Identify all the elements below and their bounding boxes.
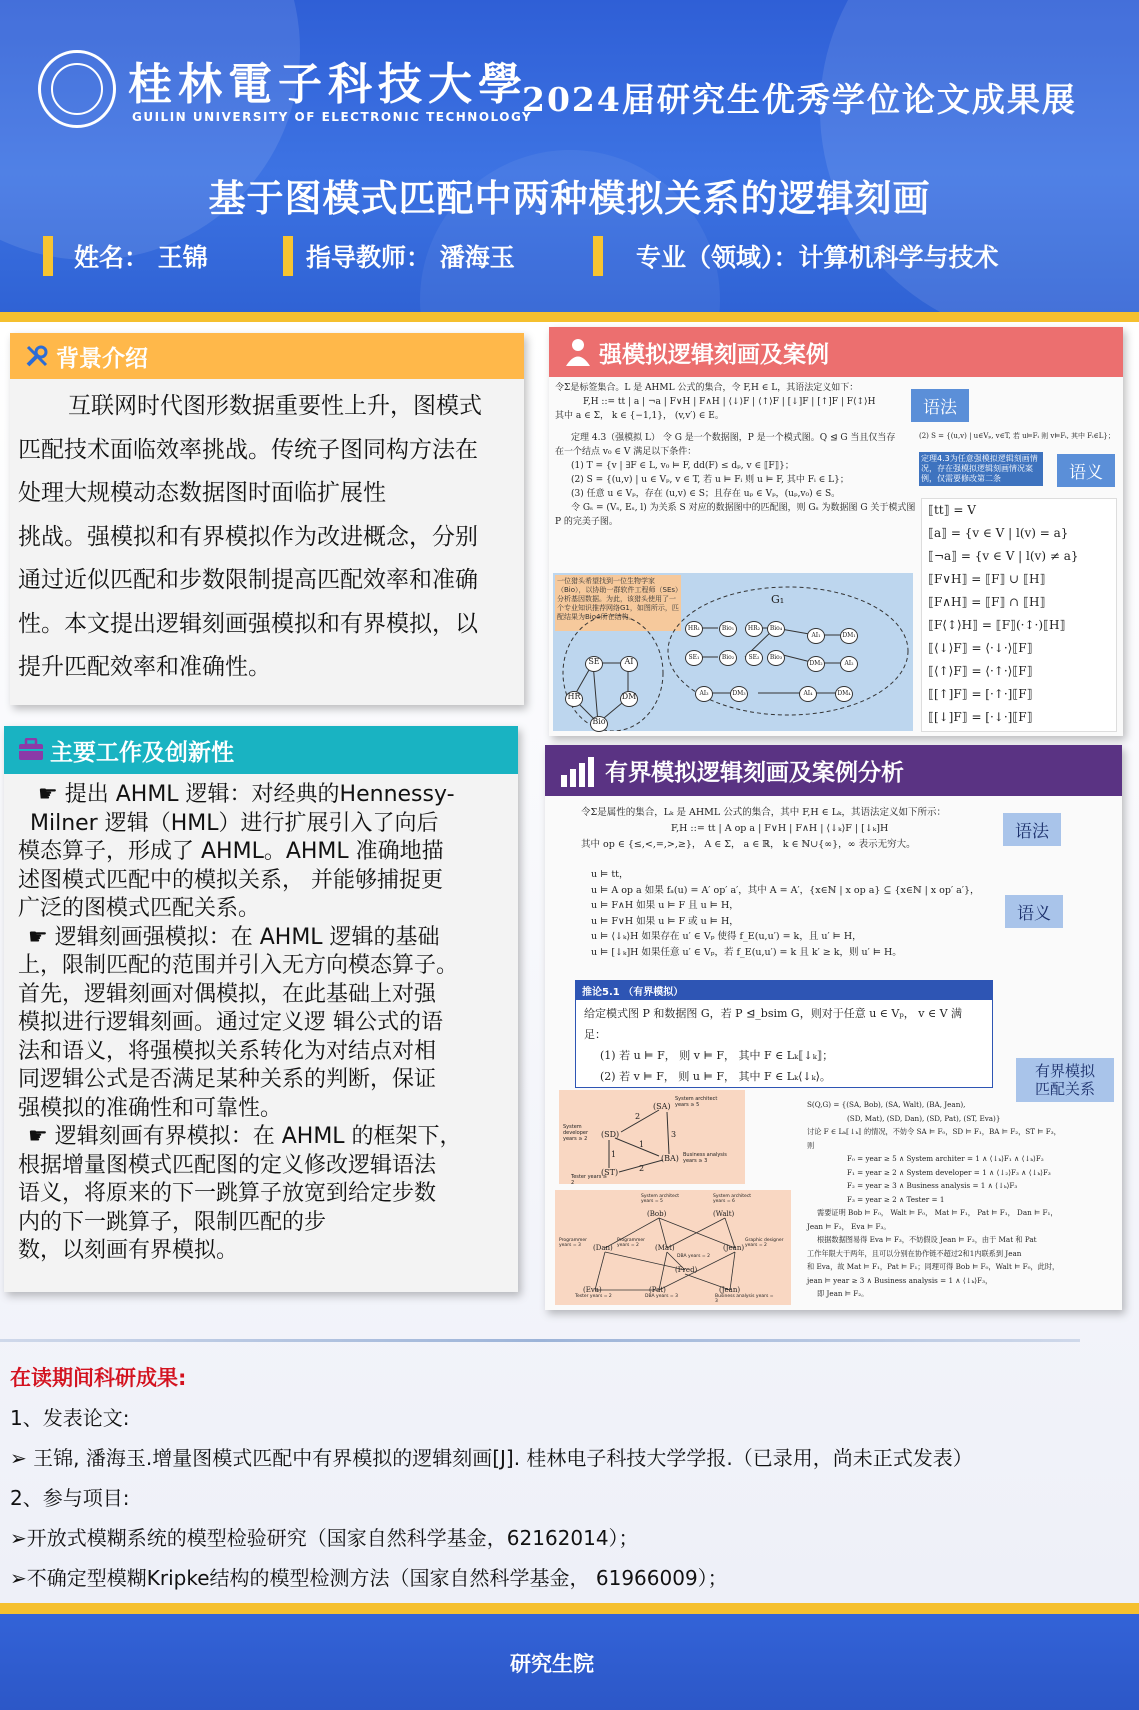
work-line: 同逻辑公式是否满足某种关系的判断，保证: [18, 1067, 437, 1092]
pattern-node-label: Business analysis years ≥ 3: [683, 1152, 727, 1164]
data-node: (Pat): [649, 1286, 666, 1294]
graph-node: Bio: [590, 716, 608, 732]
briefcase-icon: [18, 737, 44, 763]
graph-node: SE₁: [685, 650, 703, 666]
data-node-label: Business analysis years = 3: [715, 1294, 774, 1304]
definition-line: 令Σ是标签集合。L 是 AHML 公式的集合，令 F,H ∈ L，其语法定义如下：: [555, 383, 859, 393]
university-logo: [38, 50, 116, 128]
graph-node: HR₂: [745, 621, 763, 637]
case-note: 一位猎头希望找到一位生物学家（Bio），以协助一群软件工程师（SEs）分析基因数据。为此，该猎头使用了一个专业知识推荐网络G1，如图所示，匹配结果为Bio4所在结构。: [555, 575, 681, 631]
bounded-pattern-figure: [559, 1090, 745, 1184]
relation-callout: 有界模拟匹配关系: [1016, 1058, 1114, 1102]
definition-line: P 的完美子图。: [555, 517, 618, 527]
bounded-title: 有界模拟逻辑刻画及案例分析: [605, 760, 904, 786]
definition-line: 其中 a ∈ Σ， k ∈ {−1,1}， (v,v′) ∈ E。: [555, 411, 724, 421]
results-title: 在读期间科研成果:: [10, 1366, 187, 1390]
pointing-hand-icon: ☛: [28, 1124, 48, 1149]
corollary-line: 给定模式图 P 和数据图 G，若 P ⊴_bsim G，则对于任意 u ∈ Vₚ， v ∈ V 满足：: [584, 1007, 963, 1041]
strong-semantics: [921, 498, 1117, 732]
data-node-label: DBA years = 3: [645, 1294, 678, 1299]
definition-line: (3) 任意 u ∈ Vₚ，存在 (u,v) ∈ S；且存在 uₚ ∈ Vₚ，(uₚ,v₀) ∈ S。: [571, 489, 841, 499]
poster-title: 基于图模式匹配中两种模拟关系的逻辑刻画: [208, 177, 931, 220]
data-node-label: System architect years = 5: [641, 1194, 680, 1204]
pattern-edge-label: 3: [671, 1130, 677, 1139]
bounded-proof: [807, 1098, 1117, 1301]
pattern-node-label: System architect years ≥ 5: [675, 1096, 718, 1108]
background-header: [10, 333, 524, 379]
background-line: 互联网时代图形数据重要性上升，图模式: [68, 393, 482, 419]
graph-node: Bio₃: [767, 650, 785, 666]
bounded-syntax: [581, 805, 1001, 853]
work-line: 首先，逻辑刻画对偶模拟，在此基础上对强: [18, 981, 437, 1007]
pattern-node: (SA): [653, 1102, 671, 1111]
university-name-en: GUILIN UNIVERSITY OF ELECTRONIC TECHNOLOGY: [132, 110, 533, 124]
data-node-label: DBA years = 2: [677, 1254, 710, 1259]
arrow-bullet-icon: ➢: [10, 1566, 27, 1590]
pointing-hand-icon: ☛: [28, 924, 48, 950]
data-node: (Walt): [713, 1210, 735, 1218]
proof-line: Jean ⊨ F₂， Eva ⊨ F₃。: [807, 1221, 891, 1231]
proof-line: F₁ = year ≥ 2 ∧ System developer = 1 ∧ ⟨↓₂⟩F₃ ∧ ⟨↓ₖ⟩F₃: [847, 1167, 1051, 1177]
pattern-node-label: System developer years ≥ 2: [563, 1124, 589, 1142]
proof-line: S(Q,G) = {(SA, Bob), (SA, Walt), (BA, Jean),: [807, 1100, 966, 1109]
data-node: (Jean): [723, 1244, 745, 1252]
syntax-line: 其中 op ∈ {≤,<,=,>,≥}， A ∈ Σ， a ∈ ℝ， k ∈ ℕ∪{∞}，∞ 表示无穷大。: [581, 839, 916, 850]
strong-blue-note: 定理4.3为任意强模拟逻辑刻画情况，存在强模拟逻辑刻画情况案例，仅需要修改第二条: [919, 452, 1043, 486]
definition-line: 定理 4.3（强模拟 L） 令 G 是一个数据图，P 是一个模式图。Q ⊴ G 当且仅当存: [571, 433, 896, 443]
syntax-callout: 语法: [911, 389, 969, 422]
background-line: 通过近似匹配和步数限制提高匹配效率和准确: [18, 567, 478, 593]
bounded-sem-line: u ⊨ F∨H 如果 u ⊨ F 或 u ⊨ H，: [591, 915, 739, 927]
graph-node: Bio₂: [719, 650, 737, 666]
data-node-label: Programmer years = 2: [617, 1238, 645, 1248]
proof-line: 和 Eva，故 Mat ⊨ F₁，Pat ⊨ F₁；同理可得 Bob ⊨ F₀，Walt ⊨ F₀，此时，: [807, 1262, 1060, 1271]
pattern-edge-label: 1: [611, 1150, 617, 1159]
data-node: (Bob): [647, 1210, 667, 1218]
data-node: (Dan): [593, 1244, 613, 1252]
graph-node: AI₂: [840, 656, 858, 672]
proof-line: jean ⊨ year ≥ 3 ∧ Business analysis = 1 ∧ ⟨↓ₖ⟩F₃，: [807, 1275, 993, 1285]
bounded-syntax-callout: 语法: [1003, 813, 1061, 846]
graph-node: DM₂: [807, 656, 825, 672]
graph-node: HR: [565, 691, 583, 707]
person-icon: [563, 337, 593, 367]
project-item: 开放式模糊系统的模型检验研究（国家自然科学基金，62162014）；: [26, 1526, 639, 1550]
background-line: 挑战。强模拟和有界模拟作为改进概念，分别: [18, 523, 478, 550]
work-line: 模拟进行逻辑刻画。通过定义逻 辑公式的语: [18, 1010, 443, 1035]
bounded-semantics: [591, 867, 1011, 960]
graph-node: HR₁: [685, 621, 703, 637]
pattern-edge-label: 2: [639, 1164, 645, 1173]
meta-bar: [593, 236, 603, 276]
semantics-line: ⟦tt⟧ = V: [928, 503, 976, 517]
graph-node: AI₄: [799, 686, 817, 702]
work-line: 上，限制匹配的范围并引入无方向模态算子。: [18, 953, 459, 978]
definition-line: F,H ::= tt | a | ¬a | F∨H | F∧H | ⟨↓⟩F | ⟨↑⟩F | [↓]F | [↑]F | F⟨↕⟩H: [583, 397, 876, 407]
wrench-icon: [24, 343, 50, 369]
work-line: 述图模式匹配中的模拟关系， 并能够捕捉更: [18, 867, 443, 893]
bounded-sem-line: u ⊨ tt，: [591, 869, 629, 880]
bounded-sem-line: u ⊨ A op a 如果 fₐ(u) = A′ op′ a′，其中 A = A′，{x∈ℕ | x op a} ⊆ {x∈ℕ | x op′ a′}，: [591, 884, 980, 896]
proof-line: F₂ = year ≥ 3 ∧ Business analysis = 1 ∧ ⟨↓ₖ⟩F₃: [847, 1181, 1018, 1190]
strong-panel: [549, 327, 1123, 736]
graph-node: Bio₁: [719, 621, 737, 637]
bounded-header: [545, 745, 1122, 796]
pointing-hand-icon: ☛: [38, 782, 58, 807]
corollary-title: 推论5.1 （有界模拟）: [576, 981, 992, 1000]
semantics-line: ⟦⟨↑⟩F⟧ = ⟨·↑·⟩⟦F⟧: [928, 664, 1033, 678]
footer-org: 研究生院: [510, 1652, 594, 1676]
meta-bar: [43, 236, 53, 276]
definition-line: 令 Gₛ = (Vₛ, Eₛ, l) 为关系 S 对应的数据图中的匹配图，则 Gₛ 为数据图 G 关于模式图: [571, 503, 916, 513]
footer: [0, 1614, 1139, 1710]
proof-line: 则: [807, 1140, 815, 1150]
pattern-edge-label: 2: [635, 1112, 641, 1121]
papers-heading: 1、发表论文:: [10, 1406, 130, 1430]
data-node-label: Tester years = 2: [575, 1294, 612, 1299]
pattern-node: (SD): [601, 1130, 620, 1139]
semantics-line: ⟦¬a⟧ = {v ∈ V | l(v) ≠ a}: [928, 549, 1079, 563]
graph-node: DM₁: [840, 628, 858, 644]
work-line: 逻辑刻画有界模拟：在 AHML 的框架下，: [54, 1124, 462, 1149]
expo-title: 2024届研究生优秀学位论文成果展: [522, 80, 1077, 119]
pattern-edge-label: 1: [639, 1140, 645, 1149]
data-node-label: System architect years = 6: [713, 1194, 752, 1204]
semantics-callout: 语义: [1057, 454, 1115, 487]
proof-line: 即 Jean ⊨ F₂。: [817, 1289, 869, 1298]
semantics-line: ⟦F∧H⟧ = ⟦F⟧ ∩ ⟦H⟧: [928, 595, 1046, 609]
semantics-line: ⟦F∨H⟧ = ⟦F⟧ ∪ ⟦H⟧: [928, 572, 1046, 586]
background-title: 背景介绍: [56, 345, 148, 372]
bounded-data-figure: [555, 1190, 791, 1305]
proof-line: F₃ = year ≥ 2 ∧ Tester = 1: [847, 1194, 945, 1204]
semantics-line: ⟦⟨↓⟩F⟧ = ⟨·↓·⟩⟦F⟧: [928, 641, 1033, 655]
data-node-label: Programmer years = 3: [559, 1238, 587, 1248]
meta-bar: [283, 236, 293, 276]
graph-node: SE: [585, 656, 603, 672]
pattern-node: (ST): [601, 1168, 619, 1177]
corollary-line: (1) 若 u ⊨ F， 则 v ⊨ F， 其中 F ∈ Lₖ⟦↓ₖ⟧；: [600, 1049, 834, 1062]
background-line: 匹配技术面临效率挑战。传统子图同构方法在: [18, 436, 478, 463]
graph-node: Bio₄: [767, 621, 785, 637]
bounded-panel: [545, 745, 1122, 1310]
student-name: 姓名： 王锦: [74, 243, 208, 272]
background-panel: [10, 333, 524, 705]
work-line: 内的下一跳算子，限制匹配的步: [18, 1209, 327, 1235]
pattern-node: (BA): [661, 1154, 679, 1163]
graph-node: AI₁: [807, 628, 825, 644]
work-line: 逻辑刻画强模拟：在 AHML 逻辑的基础: [54, 924, 440, 950]
semantics-line: ⟦F⟨↕⟩H⟧ = ⟦F⟧(·↕·)⟦H⟧: [928, 618, 1066, 632]
corollary-box: [575, 980, 993, 1088]
strong-title: 强模拟逻辑刻画及案例: [599, 341, 829, 368]
proof-line: 讨论 F ∈ Lₖ⟦↓ₖ⟧ 的情况，不妨令 SA ⊨ F₀，SD ⊨ F₁，BA ⊨ F₂，ST ⊨ F₃，: [807, 1127, 1061, 1136]
work-line: 语义，将原来的下一跳算子放宽到给定步数: [18, 1181, 437, 1206]
pattern-node-label: Tester years ≥ 2: [571, 1174, 608, 1186]
semantics-line: ⟦a⟧ = {v ∈ V | l(v) = a}: [928, 526, 1069, 540]
bar-chart-icon: [559, 755, 599, 787]
definition-line: 在一个结点 v₀ ∈ V 满足以下条件：: [555, 447, 697, 457]
work-title: 主要工作及创新性: [50, 739, 234, 766]
work-line: Milner 逻辑（HML）进行扩展引入了向后: [30, 810, 439, 836]
arrow-bullet-icon: ➢: [10, 1526, 27, 1550]
proof-line: (SD, Mat), (SD, Dan), (SD, Pat), (ST, Eva)}: [847, 1113, 1001, 1123]
advisor-name: 指导教师： 潘海玉: [306, 243, 515, 272]
work-line: 根据增量图模式匹配图的定义修改逻辑语法: [18, 1152, 437, 1178]
data-node: (Fred): [675, 1266, 698, 1274]
graph-label: G₁: [771, 593, 785, 606]
footer-divider: [0, 1603, 1139, 1614]
bounded-sem-line: u ⊨ [↓ₖ]H 如果任意 u′ ∈ Vₚ，若 f_E(u,u′) = k 且 k′ ≥ k，则 u′ ⊨ H。: [591, 946, 902, 958]
work-panel: [4, 726, 518, 1292]
major-name: 专业（领域）：计算机科学与技术: [636, 243, 999, 272]
syntax-line: F,H ::= tt | A op a | F∨H | F∧H | ⟨↓ₖ⟩F | [↓ₖ]H: [671, 823, 889, 834]
graph-node: AI₃: [695, 686, 713, 702]
work-line: 数，以刻画有界模拟。: [18, 1238, 239, 1263]
background-line: 性。本文提出逻辑刻画强模拟和有界模拟，以: [18, 610, 478, 637]
background-line: 提升匹配效率和准确性。: [18, 654, 271, 680]
projects-heading: 2、参与项目:: [10, 1486, 130, 1510]
strong-header: [549, 327, 1123, 377]
work-header: [4, 726, 518, 774]
data-node: (Eva): [583, 1286, 602, 1294]
graph-node: SE₂: [745, 650, 763, 666]
definition-line: (2) S = {(u,v) | u ∈ Vₚ, v ∈ T, 若 u ⊨ Fᵢ 则 u ⊨ F, 其中 Fᵢ ∈ L}；: [571, 475, 849, 485]
strong-right-note: (2) S = {(u,v) | u∈Vₚ, v∈T, 若 u⊨Fᵢ 则 v⊨Fᵢ, 其中 Fᵢ∈L}；: [919, 432, 1115, 440]
results-divider: [0, 1339, 1080, 1342]
definition-line: (1) T = {v | ∃F ∈ L, v₀ ⊨ F, dd(F) ≤ dₚ, v ∈ ⟦F⟧}；: [571, 461, 794, 471]
proof-line: 根据数据图易得 Eva ⊨ F₃，不妨假设 Jean ⊨ F₂，由于 Mat 和 Pat: [817, 1235, 1037, 1244]
proof-line: 需要证明 Bob ⊨ F₀， Walt ⊨ F₀， Mat ⊨ F₁， Pat ⊨ F₁， Dan ⊨ F₁，: [817, 1208, 1058, 1217]
background-line: 处理大规模动态数据图时面临扩展性: [18, 480, 386, 506]
work-line: 法和语义，将强模拟关系转化为对结点对相: [18, 1038, 437, 1064]
data-node: (Jean): [719, 1286, 741, 1294]
proof-line: 工作年限大于两年，且可以分别在协作链不超过2和1内联系到 Jean: [807, 1248, 1022, 1258]
syntax-line: 令Σ是属性的集合，Lₖ 是 AHML 公式的集合，其中 F,H ∈ Lₖ，其语法定义如下所示：: [581, 807, 947, 818]
strong-case-figure: [553, 573, 913, 731]
data-node-label: Graphic designer years = 2: [745, 1238, 784, 1248]
work-line: 模态算子，形成了 AHML。AHML 准确地描: [18, 839, 444, 864]
bounded-sem-line: u ⊨ ⟨↓ₖ⟩H 如果存在 u′ ∈ Vₚ 使得 f_E(u,u′) = k，且 u′ ⊨ H，: [591, 931, 862, 942]
graph-node: AI: [620, 656, 638, 672]
work-line: 提出 AHML 逻辑：对经典的Hennessy-: [64, 782, 455, 807]
proof-line: F₀ = year ≥ 5 ∧ System architer = 1 ∧ ⟨↓ₖ⟩F₁ ∧ ⟨↓ₖ⟩F₂: [847, 1154, 1044, 1163]
arrow-bullet-icon: ➢: [10, 1446, 27, 1470]
header-divider: [0, 312, 1139, 322]
semantics-line: ⟦[↓]F⟧ = [·↓·]⟦F⟧: [928, 710, 1033, 724]
work-line: 广泛的图模式匹配关系。: [18, 896, 261, 921]
bounded-sem-line: u ⊨ F∧H 如果 u ⊨ F 且 u ⊨ H，: [591, 900, 739, 911]
graph-node: DM₃: [730, 686, 748, 702]
strong-definition: [555, 381, 921, 529]
project-item: 不确定型模糊Kripke结构的模型检测方法（国家自然科学基金， 61966009）；: [26, 1566, 728, 1590]
bounded-semantics-callout: 语义: [1005, 895, 1063, 928]
graph-node: DM: [620, 691, 638, 707]
graph-node: DM₄: [835, 686, 853, 702]
data-node: (Mat): [655, 1244, 675, 1252]
paper-item: 王锦, 潘海玉.增量图模式匹配中有界模拟的逻辑刻画[J]. 桂林电子科技大学学报.（已录用，尚未正式发表）: [33, 1446, 973, 1470]
corollary-line: (2) 若 v ⊨ F， 则 u ⊨ F， 其中 F ∈ Lₖ⟨↓ₖ⟩。: [600, 1070, 831, 1083]
semantics-line: ⟦[↑]F⟧ = [·↑·]⟦F⟧: [928, 687, 1033, 701]
university-name-cn: 桂林電子科技大學: [128, 59, 528, 110]
work-line: 强模拟的准确性和可靠性。: [18, 1095, 283, 1121]
